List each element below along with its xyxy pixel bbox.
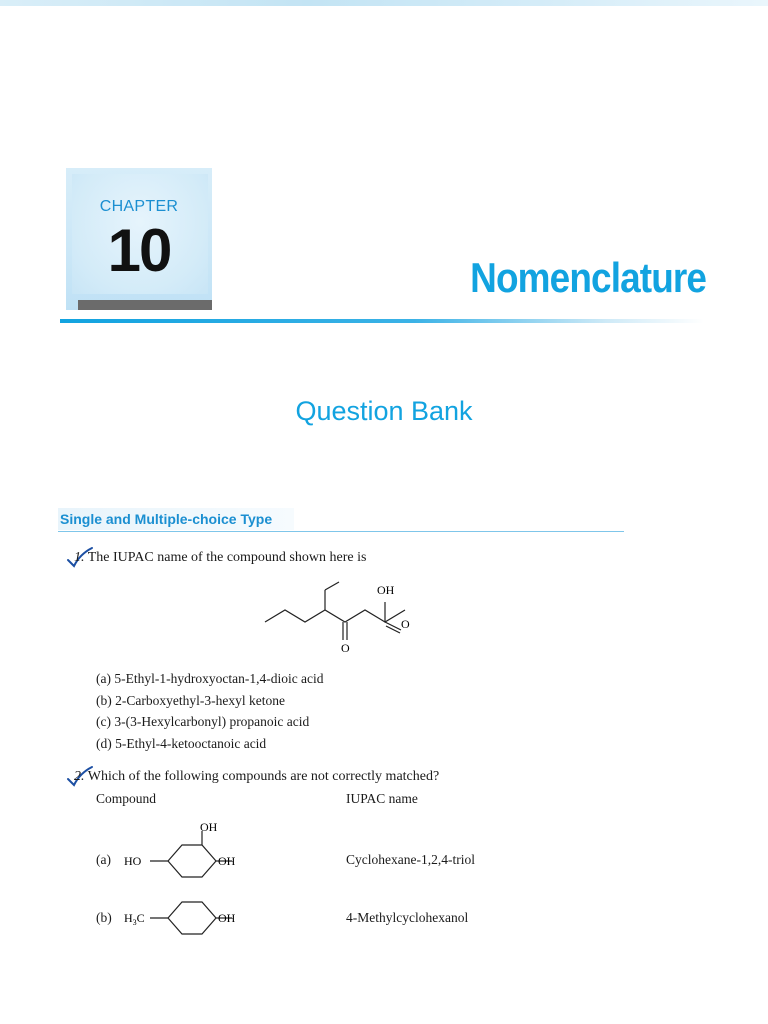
section-heading: Single and Multiple-choice Type [60, 511, 273, 527]
chapter-title: Nomenclature [470, 254, 706, 301]
page-heading: Question Bank [295, 396, 473, 426]
ketone-o-label: O [341, 641, 350, 655]
section-rule [58, 531, 624, 532]
row-b-structure [120, 890, 250, 946]
oh-label: OH [377, 583, 395, 597]
option-a: (a) 5-Ethyl-1-hydroxyoctan-1,4-dioic acid [96, 671, 324, 686]
column-compound: Compound [96, 791, 157, 806]
row-a-right-group: OH [218, 854, 236, 868]
question-number: 1. [74, 550, 85, 565]
row-a-top-group: OH [200, 820, 218, 834]
chapter-badge-shadow [78, 300, 212, 310]
chapter-badge [66, 168, 212, 310]
row-b-left-group: $H_3C$ [124, 911, 145, 927]
chapter-number: 10 [107, 217, 171, 284]
option-b: (b) 2-Carboxyethyl-3-hexyl ketone [96, 693, 285, 708]
row-b-label: (b) [96, 910, 112, 925]
question-1 [74, 550, 366, 566]
row-a-left-group: HO [124, 854, 142, 868]
q1-structure [255, 578, 425, 658]
top-decorative-strip [0, 0, 768, 6]
question-2 [74, 769, 439, 785]
question-text: The IUPAC name of the compound shown here is [87, 550, 367, 565]
row-b-iupac: 4-Methylcyclohexanol [346, 910, 469, 925]
option-c: (c) 3-(3-Hexylcarbonyl) propanoic acid [96, 714, 310, 729]
chapter-label: CHAPTER [99, 198, 179, 215]
acid-o-label: O [401, 617, 410, 631]
option-d: (d) 5-Ethyl-4-ketooctanoic acid [96, 736, 267, 751]
row-a-iupac: Cyclohexane-1,2,4-triol [346, 852, 475, 867]
title-rule [60, 319, 704, 323]
question-text: Which of the following compounds are not correctly matched? [87, 769, 440, 784]
row-a-label: (a) [96, 852, 111, 867]
row-a-structure [120, 815, 250, 885]
question-number: 2. [74, 769, 85, 784]
row-b-right-group: OH [218, 911, 236, 925]
column-iupac: IUPAC name [346, 791, 418, 806]
